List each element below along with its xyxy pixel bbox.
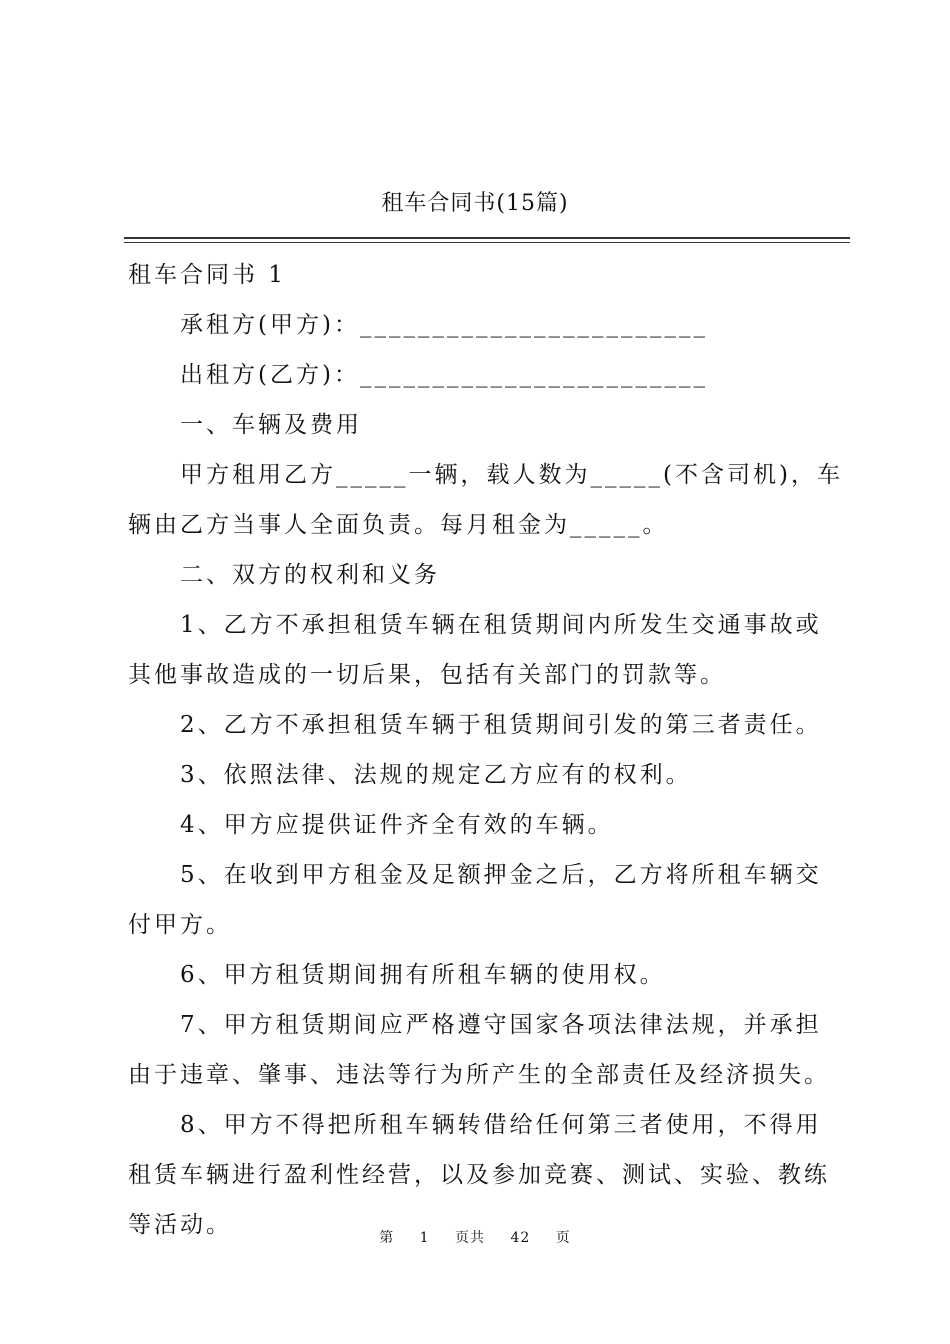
paragraph-lessee: 承租方(甲方)：________________________ [180,312,708,338]
clause-1: 1、乙方不承担租赁车辆在租赁期间内所发生交通事故或其他事故造成的一切后果，包括有关部门的罚款等。 [128,612,822,688]
clause-6: 6、甲方租赁期间拥有所租车辆的使用权。 [180,962,666,988]
footer-page-number: 1 [419,1230,430,1246]
heading-rights-obligations: 二、双方的权利和义务 [180,562,440,588]
document-body [128,250,844,1250]
clause-8: 8、甲方不得把所租车辆转借给任何第三者使用，不得用租赁车辆进行盈利性经营，以及参加竞赛、测试、实验、教练等活动。 [128,1112,830,1238]
clause-4: 4、甲方应提供证件齐全有效的车辆。 [180,812,614,838]
clause-5: 5、在收到甲方租金及足额押金之后，乙方将所租车辆交付甲方。 [128,862,822,938]
clause-3: 3、依照法律、法规的规定乙方应有的权利。 [180,762,692,788]
clause-7: 7、甲方租赁期间应严格遵守国家各项法律法规，并承担由于违章、肇事、违法等行为所产生的全部责任及经济损失。 [128,1012,830,1088]
heading-vehicle-fees: 一、车辆及费用 [180,412,362,438]
page-footer [0,1227,950,1247]
footer-suffix: 页 [555,1230,571,1246]
footer-middle: 页共 [455,1230,486,1246]
title-rule-thin [124,242,850,243]
section-heading: 租车合同书 1 [128,262,286,288]
document-title: 租车合同书(15篇) [381,191,569,216]
footer-total-pages: 42 [510,1230,531,1246]
footer-prefix: 第 [379,1230,395,1246]
paragraph-lessor: 出租方(乙方)：________________________ [180,362,708,388]
clause-2: 2、乙方不承担租赁车辆于租赁期间引发的第三者责任。 [180,712,822,738]
title-rule-thick [124,237,850,239]
paragraph-vehicle-fees: 甲方租用乙方_____一辆，载人数为_____(不含司机)，车辆由乙方当事人全面负责。每月租金为_____。 [128,462,843,538]
